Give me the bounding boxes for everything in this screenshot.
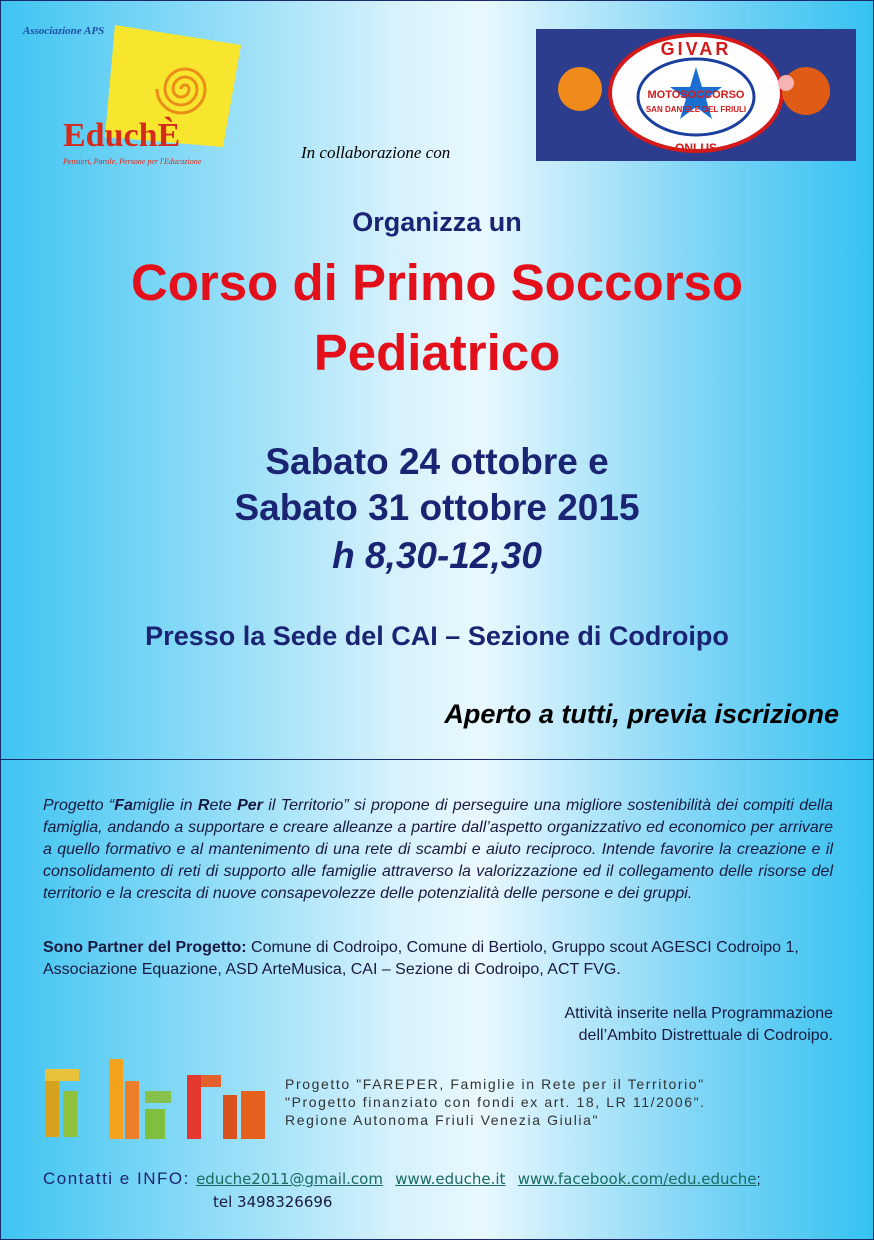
collaboration-text: In collaborazione con	[301, 143, 451, 162]
project-text-mid2: ete	[209, 797, 238, 814]
course-hours: h 8,30-12,30	[332, 535, 542, 576]
course-title-line2: Pediatrico	[313, 324, 561, 381]
fareper-info-line1: Progetto "FAREPER, Famiglie in Rete per il Territorio"	[285, 1076, 705, 1092]
partners-list: Comune di Codroipo, Comune di Bertiolo, Gruppo scout AGESCI Codroipo 1, Associazione Equazione, ASD ArteMusica, CAI – Sezione di Codroipo, ACT FVG.	[43, 939, 799, 978]
activities-line1: Attività inserite nella Programmazione	[564, 1005, 833, 1022]
phone-number: tel 3498326696	[213, 1193, 333, 1211]
project-text-re: R	[197, 797, 210, 814]
educhè-name: EduchÈ	[63, 117, 181, 154]
educhè-motto: Pensieri, Parole, Persone per l'Educazione	[63, 157, 202, 166]
course-title-line1: Corso di Primo Soccorso	[130, 254, 744, 311]
partners-label: Sono Partner del Progetto:	[43, 939, 247, 956]
project-text-rest: il Territorio” si propone di perseguire una migliore sostenibilità dei compiti della famiglia, andando a supportare e creare alleanze a partire dall’aspetto organizzativo ed economico per arrivare a quello formativo e al mantenimento di una rete di scambi e aiuto reciproco. Intende favorire la creazione e il consolidamento di reti di supporto alle famiglie attraverso la valorizzazione ed il collegamento delle risorse del territorio e la crescita di nuove consapevolezze delle potenzialità delle persone e dei gruppi.	[43, 797, 834, 902]
date-line2: Sabato 31 ottobre 2015	[234, 487, 640, 528]
fareper-info-line3: Regione Autonoma Friuli Venezia Giulia"	[285, 1112, 600, 1128]
project-partners	[43, 937, 843, 981]
email-link[interactable]: eduche2011@gmail.com	[196, 1170, 383, 1188]
contacts-label: Contatti e INFO:	[43, 1169, 190, 1188]
open-to-all-note: Aperto a tutti, previa iscrizione	[444, 699, 839, 729]
activities-line2: dell’Ambito Distrettuale di Codroipo.	[578, 1027, 833, 1044]
organizes-heading: Organizza un	[352, 207, 522, 237]
fareper-info-line2: "Progetto finanziato con fondi ex art. 18, LR 11/2006".	[285, 1094, 706, 1110]
givar-place-text: SAN DANIELE DEL FRIULI	[645, 105, 747, 114]
educhè-tag: Associazione APS	[23, 25, 105, 37]
givar-title: GIVAR	[660, 39, 732, 59]
fareper-letters-icon	[41, 1051, 273, 1143]
section-divider	[1, 759, 873, 760]
activities-note	[564, 1003, 833, 1047]
project-text-per: Per	[237, 797, 263, 814]
givar-ring-text: MOTOSOCCORSO	[647, 89, 745, 101]
fareper-logo	[41, 1051, 273, 1143]
contacts	[43, 1169, 761, 1189]
fareper-funding-info	[285, 1075, 706, 1129]
project-text-pre: Progetto “	[43, 797, 115, 814]
website-link[interactable]: www.eduche.it	[395, 1170, 506, 1188]
project-text-fa: Fa	[114, 797, 133, 814]
date-line1: Sabato 24 ottobre e	[265, 441, 609, 482]
facebook-link[interactable]: www.facebook.com/edu.eduche	[517, 1170, 757, 1188]
project-description	[43, 795, 833, 905]
givar-onlus: ONLUS	[675, 141, 717, 155]
contacts-separator: ;	[756, 1171, 761, 1188]
givar-logo	[536, 29, 856, 161]
educhè-logo	[15, 17, 245, 167]
project-text-mid1: miglie in	[132, 797, 198, 814]
venue: Presso la Sede del CAI – Sezione di Codroipo	[145, 621, 729, 651]
